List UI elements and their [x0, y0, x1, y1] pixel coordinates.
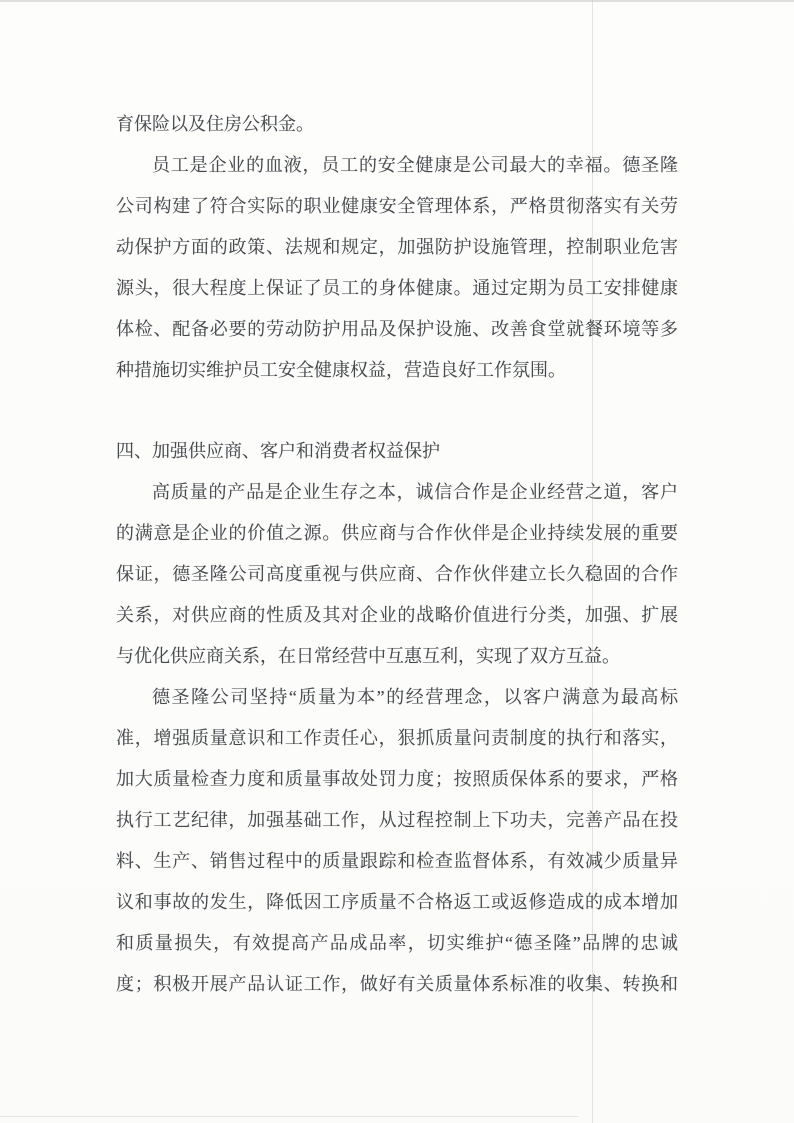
quality-paragraph-line: 加大质量检查力度和质量事故处罚力度；按照质保体系的要求，严格 — [116, 769, 678, 789]
employee-health-line: 体检、配备必要的劳动防护用品及保护设施、改善食堂就餐环境等多 — [116, 319, 678, 339]
scan-top-edge-artifact — [0, 0, 794, 2]
quality-paragraph-line: 议和事故的发生，降低因工序质量不合格返工或返修造成的成本增加 — [116, 892, 678, 912]
employee-health-line: 动保护方面的政策、法规和规定，加强防护设施管理，控制职业危害 — [116, 237, 678, 257]
supplier-paragraph-line: 的满意是企业的价值之源。供应商与合作伙伴是企业持续发展的重要 — [116, 523, 678, 543]
supplier-paragraph-line: 保证，德圣隆公司高度重视与供应商、合作伙伴建立长久稳固的合作 — [116, 564, 678, 584]
supplier-paragraph-line: 关系，对供应商的性质及其对企业的战略价值进行分类，加强、扩展 — [116, 605, 678, 625]
quality-paragraph-line: 和质量损失，有效提高产品成品率，切实维护“德圣隆”品牌的忠诚 — [116, 933, 678, 953]
employee-health-line: 公司构建了符合实际的职业健康安全管理体系，严格贯彻落实有关劳 — [116, 196, 678, 216]
text-block — [116, 104, 678, 1005]
quality-paragraph-line: 料、生产、销售过程中的质量跟踪和检查监督体系，有效减少质量异 — [116, 851, 678, 871]
supplier-paragraph-line: 与优化供应商关系，在日常经营中互惠互利，实现了双方互益。 — [116, 646, 620, 666]
paragraph-fragment-line: 育保险以及住房公积金。 — [116, 114, 314, 134]
scan-bottom-edge-artifact — [0, 1116, 578, 1117]
quality-paragraph-line: 执行工艺纪律，加强基础工作，从过程控制上下功夫，完善产品在投 — [116, 810, 678, 830]
employee-health-line: 种措施切实维护员工安全健康权益，营造良好工作氛围。 — [116, 360, 566, 380]
section-heading: 四、加强供应商、客户和消费者权益保护 — [116, 441, 440, 461]
quality-paragraph-line: 准，增强质量意识和工作责任心，狠抓质量问责制度的执行和落实， — [116, 728, 678, 748]
quality-paragraph-line: 度；积极开展产品认证工作，做好有关质量体系标准的收集、转换和 — [116, 974, 678, 994]
employee-health-line: 员工是企业的血液，员工的安全健康是公司最大的幸福。德圣隆 — [152, 155, 678, 175]
employee-health-line: 源头，很大程度上保证了员工的身体健康。通过定期为员工安排健康 — [116, 278, 678, 298]
supplier-paragraph-line: 高质量的产品是企业生存之本，诚信合作是企业经营之道，客户 — [152, 482, 678, 502]
quality-paragraph-line: 德圣隆公司坚持“质量为本”的经营理念，以客户满意为最高标 — [152, 687, 678, 707]
